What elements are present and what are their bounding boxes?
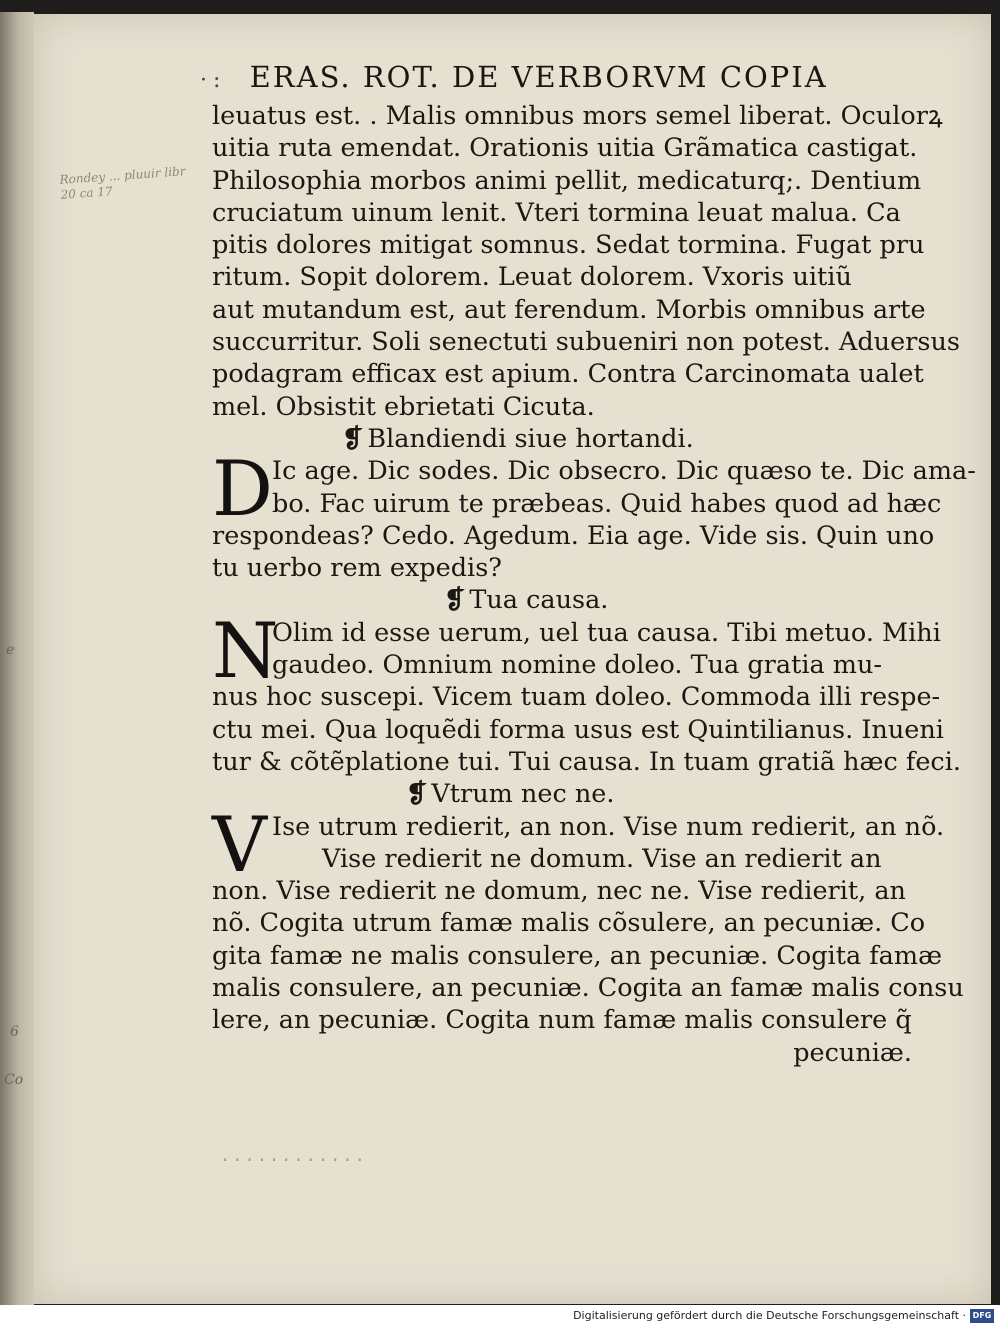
text-line: nus hoc suscepi. Vicem tuam doleo. Commoda illi respe- [212, 682, 941, 713]
text-line: mel. Obsistit ebrietati Cicuta. [212, 391, 595, 422]
text-line: Ic age. Dic sodes. Dic obsecro. Dic quæso te. Dic ama- [272, 456, 976, 487]
text-line: respondeas? Cedo. Agedum. Eia age. Vide sis. Quin uno [212, 520, 935, 551]
edge-note: Co [4, 1072, 24, 1088]
heading-text: Vtrum nec ne. [431, 779, 615, 810]
text-line: ctu mei. Qua loquẽdi forma usus est Quintilianus. Inueni [212, 714, 944, 745]
drop-cap: V [212, 799, 267, 889]
footer-bar [0, 1305, 1000, 1328]
section-heading [212, 778, 912, 810]
text-line: Olim id esse uerum, uel tua causa. Tibi metuo. Mihi [272, 617, 941, 648]
text-line: pecuniæ. [793, 1037, 912, 1068]
edge-note: 6 [10, 1024, 19, 1040]
section-heading [212, 584, 912, 616]
text-line: pitis dolores mitigat somnus. Sedat tormina. Fugat pru [212, 230, 925, 261]
paragraph-mark-icon: ❡ [342, 423, 364, 454]
ornament: ·: [200, 68, 227, 93]
text-line: aut mutandum est, aut ferendum. Morbis omnibus arte [212, 294, 926, 325]
text-line: lere, an pecuniæ. Cogita num famæ malis consulere q̃ [212, 1005, 912, 1036]
text-line: gaudeo. Omnium nomine doleo. Tua gratia mu- [272, 650, 883, 681]
text-line: malis consulere, an pecuniæ. Cogita an famæ malis consu [212, 973, 964, 1004]
paragraph-tua-causa [212, 605, 961, 778]
text-line: cruciatum uinum lenit. Vteri tormina leuat malua. Ca [212, 197, 901, 228]
heading-text: Blandiendi siue hortandi. [367, 423, 694, 454]
paragraph-blandiendi [212, 444, 976, 584]
paragraph-mark-icon: ❡ [444, 585, 466, 616]
text-line: succurritur. Soli senectuti subueniri non potest. Aduersus [212, 327, 960, 358]
running-head-title: ERAS. ROT. DE VERBORVM COPIA [249, 60, 828, 94]
heading-text: Tua causa. [469, 585, 609, 616]
edge-note: e [6, 642, 15, 658]
text-line: gita famæ ne malis consulere, an pecuniæ. Cogita famæ [212, 940, 943, 971]
page-body [212, 100, 976, 1069]
paragraph-utrum-nec-ne [212, 799, 964, 1069]
funding-credit: Digitalisierung gefördert durch die Deutsche Forschungsgemeinschaft · [573, 1309, 966, 1322]
drop-cap: N [212, 605, 279, 695]
text-line: uitia ruta emendat. Orationis uitia Grãmatica castigat. [212, 133, 918, 164]
text-line: Vise redierit ne domum. Vise an redierit an [322, 843, 882, 874]
text-line: bo. Fac uirum te præbeas. Quid habes quod ad hæc [272, 488, 942, 519]
text-line: Philosophia morbos animi pellit, medicaturq;. Dentium [212, 165, 922, 196]
text-line: tur & cõtẽplatione tui. Tui causa. In tuam gratiã hæc feci. [212, 746, 961, 777]
running-head [200, 60, 920, 94]
section-heading [212, 423, 912, 455]
text-line: podagram efficax est apium. Contra Carcinomata ualet [212, 359, 924, 390]
text-line: non. Vise redierit ne domum, nec ne. Vise redierit, an [212, 876, 906, 907]
book-edge [0, 12, 34, 1308]
text-line: Ise utrum redierit, an non. Vise num redierit, an nõ. [272, 811, 945, 842]
text-line: tu uerbo rem expedis? [212, 553, 502, 584]
text-line: ritum. Sopit dolorem. Leuat dolorem. Vxoris uitiũ [212, 262, 852, 293]
drop-cap: D [212, 444, 273, 534]
margin-annotation: Rondey ... pluuir libr 20 ca 17 [59, 164, 186, 202]
text-line: leuatus est. . Malis omnibus mors semel liberat. Oculorꝝ [212, 101, 943, 131]
paragraph-mark-icon: ❡ [406, 779, 428, 810]
text-line: nõ. Cogita utrum famæ malis cõsulere, an pecuniæ. Co [212, 908, 926, 939]
faint-bleedthrough-text: ............ [220, 1146, 367, 1166]
dfg-logo: DFG [970, 1309, 994, 1323]
